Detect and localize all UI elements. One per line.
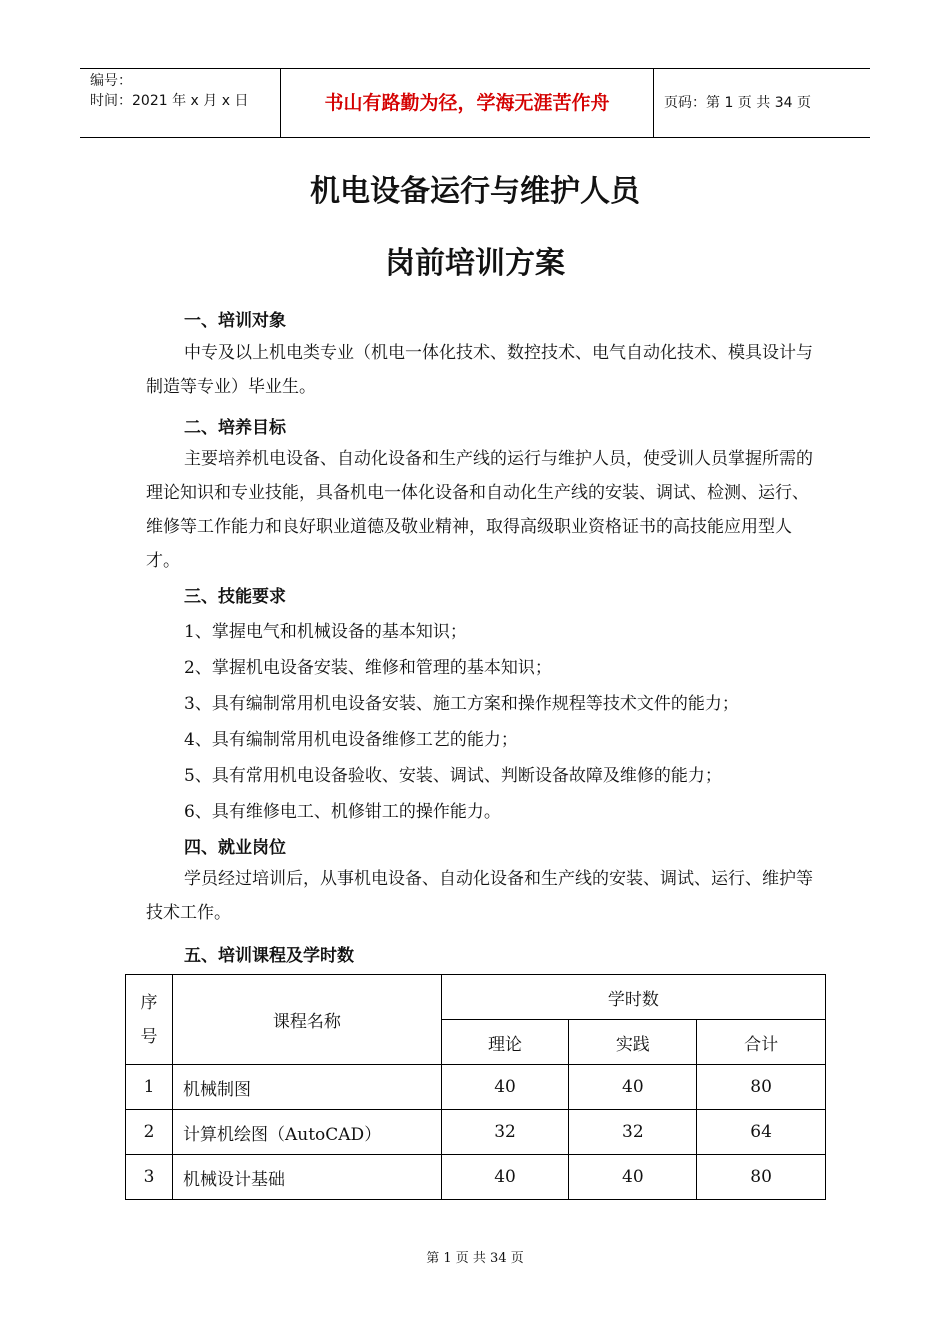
col-practice-header: 实践 [569,1020,697,1065]
theory-hours: 32 [441,1110,569,1155]
col-hours-header: 学时数 [441,975,825,1020]
number-label: 编号： [90,73,132,89]
time-label: 时间：2021 年 x 月 x 日 [90,93,249,109]
practice-hours: 40 [569,1155,697,1200]
table-row [126,1155,826,1200]
col-total-header: 合计 [697,1020,826,1065]
skill-item: 3、具有编制常用机电设备安装、施工方案和操作规程等技术文件的能力； [184,694,739,714]
col-theory-header: 理论 [441,1020,569,1065]
row-index: 2 [126,1110,173,1155]
section-heading-1: 一、培训对象 [184,311,286,331]
section-heading-5: 五、培训课程及学时数 [184,946,354,966]
row-index: 1 [126,1065,173,1110]
skill-item: 5、具有常用机电设备验收、安装、调试、判断设备故障及维修的能力； [184,766,722,786]
header-motto: 书山有路勤为径，学海无涯苦作舟 [280,69,654,137]
table-row [126,1065,826,1110]
header-meta [80,69,280,137]
course-table [125,974,826,1200]
document-title-line2: 岗前培训方案 [385,246,565,281]
course-name: 机械设计基础 [172,1155,441,1200]
section-heading-4: 四、就业岗位 [184,838,286,858]
theory-hours: 40 [441,1065,569,1110]
col-index-header: 序号 [126,975,173,1065]
page-footer: 第 1 页 共 34 页 [426,1251,524,1266]
practice-hours: 40 [569,1065,697,1110]
page-header [80,68,870,138]
table-row [126,1110,826,1155]
section-heading-2: 二、培养目标 [184,418,286,438]
practice-hours: 32 [569,1110,697,1155]
header-page-label: 页码：第 1 页 共 34 页 [664,95,811,111]
section-text-4: 学员经过培训后，从事机电设备、自动化设备和生产线的安装、调试、运行、维护等技术工作。 [146,869,813,923]
total-hours: 80 [697,1065,826,1110]
skill-item: 1、掌握电气和机械设备的基本知识； [184,622,467,642]
col-name-header: 课程名称 [172,975,441,1065]
skill-item: 2、掌握机电设备安装、维修和管理的基本知识； [184,658,552,678]
section-heading-3: 三、技能要求 [184,587,286,607]
document-title-line1: 机电设备运行与维护人员 [310,174,640,209]
skill-item: 6、具有维修电工、机修钳工的操作能力。 [184,802,501,822]
theory-hours: 40 [441,1155,569,1200]
skill-item: 4、具有编制常用机电设备维修工艺的能力； [184,730,518,750]
total-hours: 64 [697,1110,826,1155]
section-text-2: 主要培养机电设备、自动化设备和生产线的运行与维护人员，使受训人员掌握所需的理论知识和专业技能，具备机电一体化设备和自动化生产线的安装、调试、检测、运行、维修等工作能力和良好职业道德及敬业精神，取得高级职业资格证书的高技能应用型人才。 [146,449,813,571]
table-header-row [126,975,826,1020]
total-hours: 80 [697,1155,826,1200]
section-text-1: 中专及以上机电类专业（机电一体化技术、数控技术、电气自动化技术、模具设计与制造等专业）毕业生。 [146,343,813,397]
course-name: 计算机绘图（AutoCAD） [172,1110,441,1155]
course-name: 机械制图 [172,1065,441,1110]
row-index: 3 [126,1155,173,1200]
